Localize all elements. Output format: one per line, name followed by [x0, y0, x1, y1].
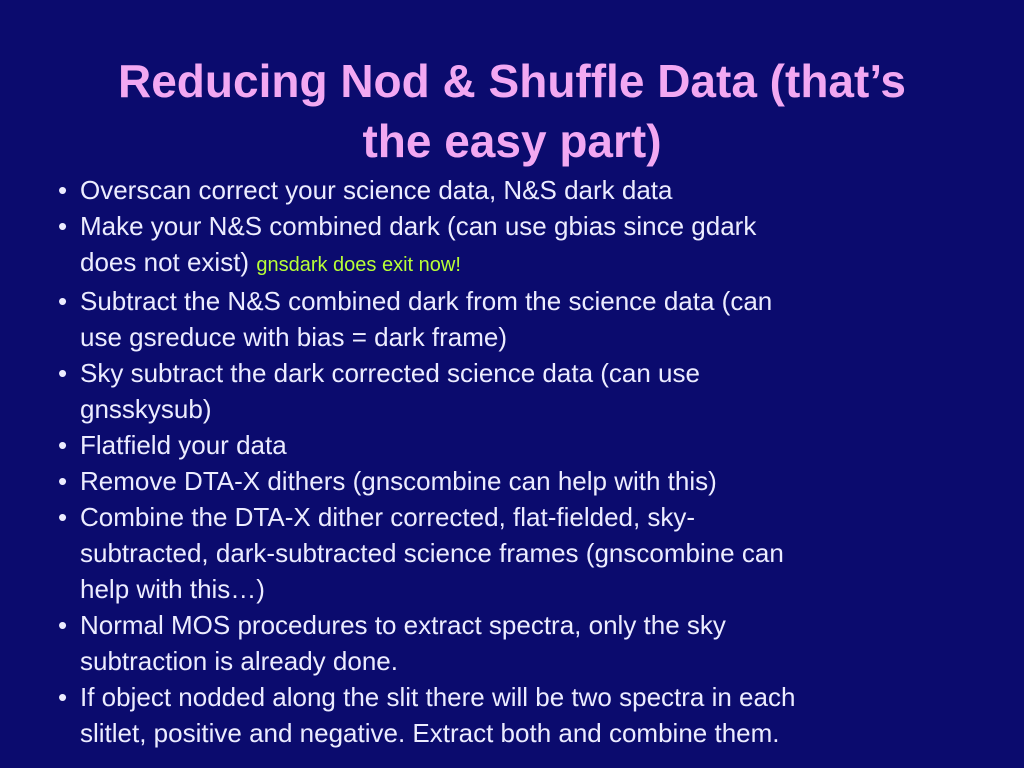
slide-title-line-1: Reducing Nod & Shuffle Data (that’s — [118, 54, 906, 107]
slide-title-line-2: the easy part) — [362, 114, 662, 167]
bullet-marker: • — [58, 610, 68, 640]
bullet-continuation: slitlet, positive and negative. Extract both and combine them. — [80, 718, 780, 748]
bullet-marker: • — [58, 466, 68, 496]
bullet-continuation: subtraction is already done. — [80, 646, 398, 676]
bullet-flatfield — [58, 427, 998, 463]
bullet-combine-frames — [58, 499, 998, 607]
bullet-text: Sky subtract the dark corrected science data (can use — [80, 358, 700, 388]
bullet-text: Overscan correct your science data, N&S dark data — [80, 175, 673, 205]
bullet-continuation: subtracted, dark-subtracted science frames (gnscombine can — [80, 538, 784, 568]
bullet-marker: • — [58, 211, 68, 241]
bullet-marker: • — [58, 286, 68, 316]
bullet-list — [58, 172, 998, 751]
bullet-marker: • — [58, 682, 68, 712]
bullet-text: Remove DTA-X dithers (gnscombine can help with this) — [80, 466, 717, 496]
bullet-text: Make your N&S combined dark (can use gbias since gdark — [80, 211, 757, 241]
bullet-marker: • — [58, 175, 68, 205]
bullet-continuation: does not exist) — [80, 247, 250, 277]
bullet-text: If object nodded along the slit there will be two spectra in each — [80, 682, 796, 712]
bullet-nodded-object — [58, 679, 998, 751]
bullet-continuation: use gsreduce with bias = dark frame) — [80, 322, 508, 352]
bullet-text: Combine the DTA-X dither corrected, flat-fielded, sky- — [80, 502, 696, 532]
bullet-text: Subtract the N&S combined dark from the science data (can — [80, 286, 773, 316]
bullet-marker: • — [58, 358, 68, 388]
bullet-sky-subtract — [58, 355, 998, 427]
bullet-subtract-dark — [58, 283, 998, 355]
slide-title — [62, 51, 962, 171]
bullet-overscan — [58, 172, 998, 208]
bullet-text: Normal MOS procedures to extract spectra, only the sky — [80, 610, 726, 640]
gnsdark-note: gnsdark does exit now! — [256, 254, 461, 276]
bullet-remove-dithers — [58, 463, 998, 499]
bullet-marker: • — [58, 502, 68, 532]
bullet-text: Flatfield your data — [80, 430, 287, 460]
bullet-combined-dark — [58, 208, 998, 283]
bullet-continuation: gnsskysub) — [80, 394, 212, 424]
bullet-mos-procedures — [58, 607, 998, 679]
bullet-marker: • — [58, 430, 68, 460]
bullet-continuation: help with this…) — [80, 574, 265, 604]
